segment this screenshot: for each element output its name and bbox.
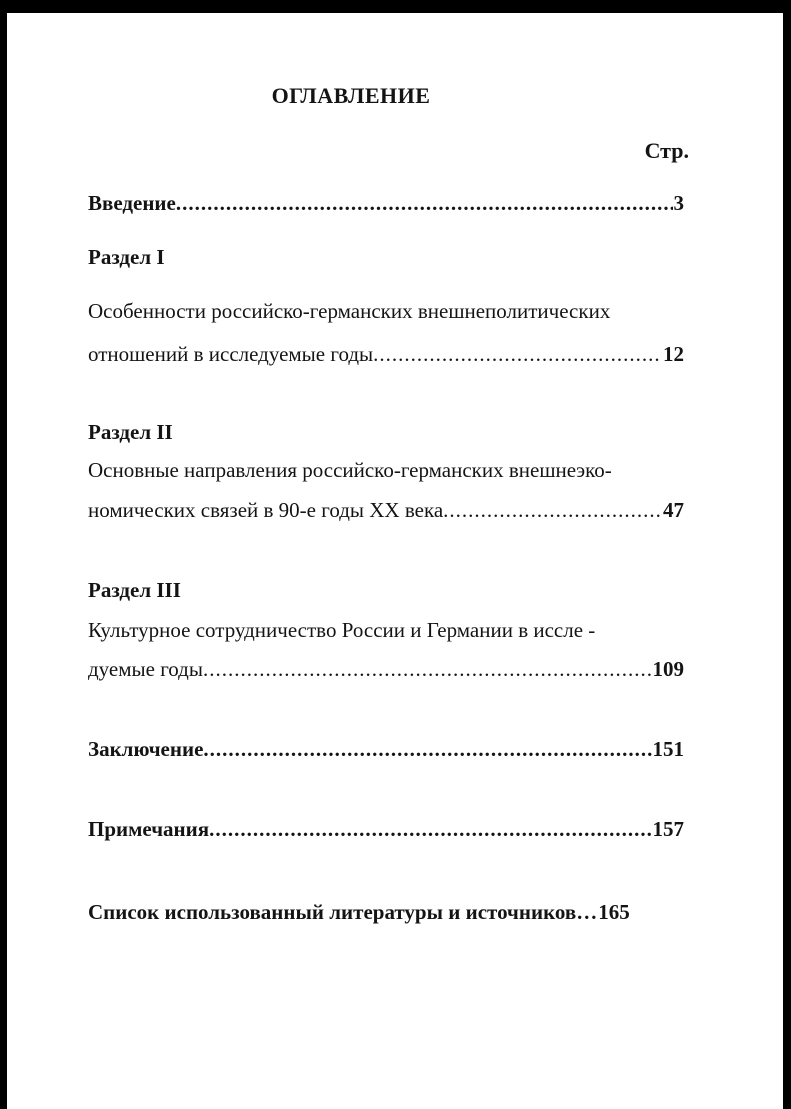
page-title: ОГЛАВЛЕНИЕ	[271, 83, 431, 108]
toc-entry-label: отношений в исследуемые годы	[88, 342, 374, 366]
toc-entry-page: 12	[663, 342, 684, 366]
dot-leader	[176, 190, 673, 216]
scan-border-top	[0, 0, 791, 13]
dot-leader	[373, 341, 662, 367]
toc-entry-label: номических связей в 90-е годы XX века	[88, 498, 444, 522]
section-heading-2: Раздел II	[88, 420, 173, 444]
toc-entry-section-1[interactable]	[88, 341, 684, 367]
scan-border-left	[0, 0, 7, 1109]
toc-entry-intro[interactable]	[88, 190, 684, 216]
section-heading-3: Раздел III	[88, 578, 181, 602]
toc-entry-page: 109	[652, 657, 684, 681]
toc-entry-page: 3	[673, 191, 684, 215]
toc-entry-page: 47	[663, 498, 684, 522]
dot-leader	[203, 736, 651, 762]
toc-entry-label: Заключение	[88, 737, 204, 761]
toc-entry-page: 165	[598, 900, 630, 924]
toc-entry-section-3[interactable]	[88, 656, 684, 682]
dot-leader	[209, 816, 651, 842]
toc-entry-notes[interactable]	[88, 816, 684, 842]
section-3-title-line-1: Культурное сотрудничество России и Германии в иссле -	[88, 618, 596, 642]
toc-entry-page: 151	[652, 737, 684, 761]
toc-entry-conclusion[interactable]	[88, 736, 684, 762]
toc-entry-references[interactable]	[88, 899, 684, 925]
toc-entry-page: 157	[652, 817, 684, 841]
scan-border-right	[783, 0, 791, 1109]
toc-entry-label: дуемые годы	[88, 657, 203, 681]
toc-entry-label: Примечания	[88, 817, 210, 841]
page-column-label: Стр.	[644, 138, 689, 163]
toc-entry-label: Список использованный литературы и источников…	[88, 900, 598, 924]
toc-entry-label: Введение	[88, 191, 176, 215]
section-heading-1: Раздел I	[88, 245, 165, 269]
section-2-title-line-1: Основные направления российско-германских внешнеэко-	[88, 458, 612, 482]
section-1-title-line-1: Особенности российско-германских внешнеполитических	[88, 299, 611, 323]
dot-leader	[203, 656, 652, 682]
dot-leader	[443, 497, 662, 523]
toc-entry-section-2[interactable]	[88, 497, 684, 523]
